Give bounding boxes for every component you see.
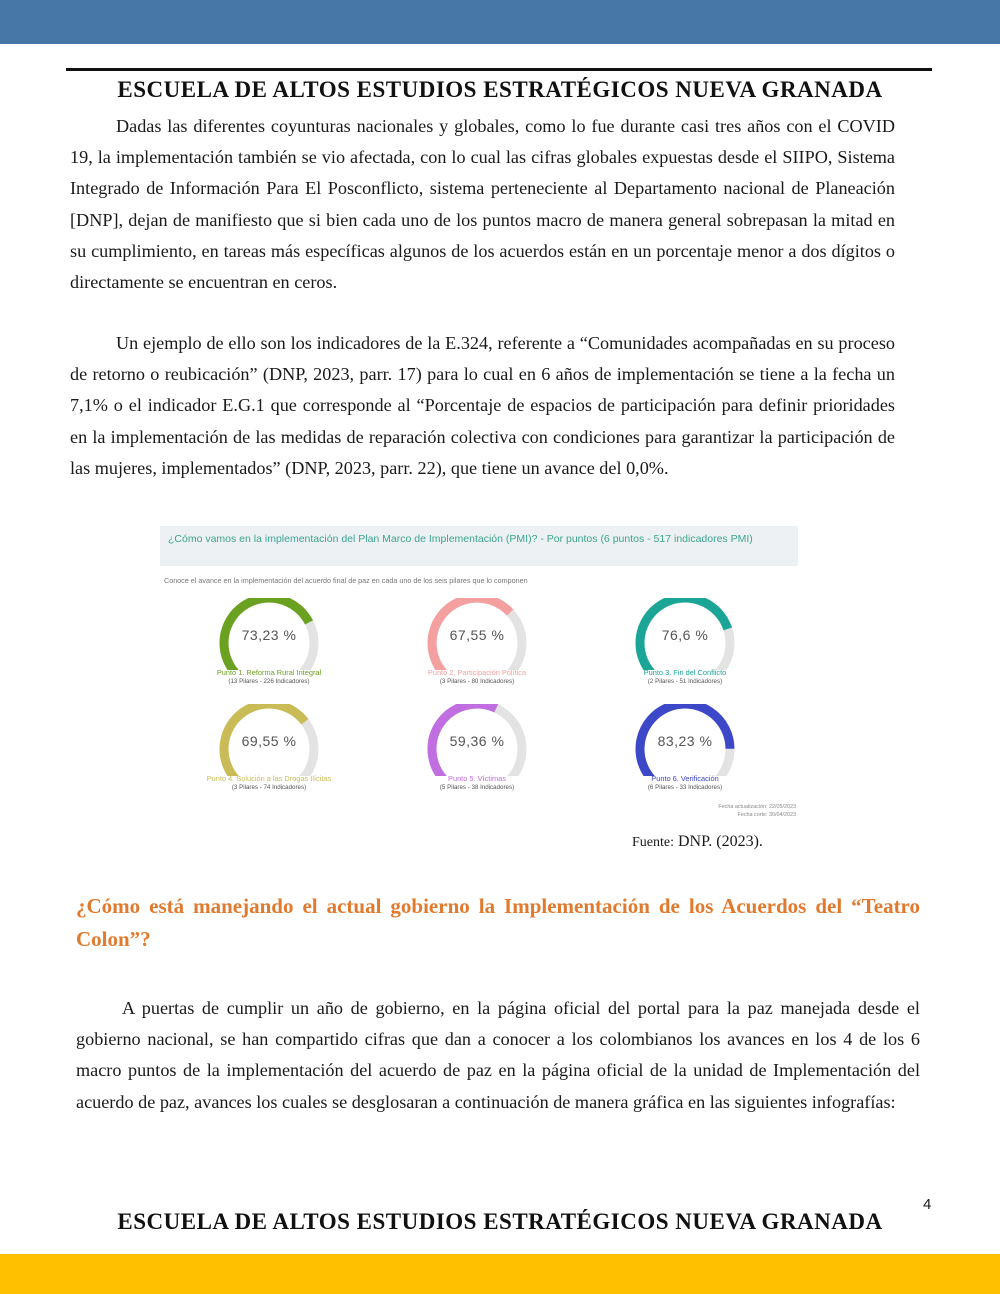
figure-subtitle: Conoce el avance en la implementación del acuerdo final de paz en cada uno de los seis pilares que lo componen	[164, 576, 528, 585]
gauge-value: 83,23 %	[657, 733, 713, 749]
gauge-punto-6	[610, 704, 760, 814]
gauge-detail: (13 Pilares - 226 Indicadores)	[228, 678, 310, 685]
gauge-value: 73,23 %	[241, 627, 297, 643]
source-label: Fuente:	[632, 835, 674, 850]
source-citation: DNP. (2023).	[678, 833, 763, 850]
gauge-detail: (3 Pilares - 74 Indicadores)	[231, 784, 307, 791]
gauge-punto-4	[194, 704, 344, 814]
gauge-detail: (6 Pilares - 33 Indicadores)	[647, 784, 723, 791]
gauge-value: 59,36 %	[449, 733, 505, 749]
gauge-label: Punto 3. Fin del Conflicto	[643, 668, 727, 677]
bottom-color-band	[0, 1254, 1000, 1294]
page-number: 4	[923, 1196, 932, 1213]
top-color-band	[0, 0, 1000, 44]
figure-cutoff-date: Fecha corte: 30/04/2023	[737, 812, 796, 818]
header-school-name: ESCUELA DE ALTOS ESTUDIOS ESTRATÉGICOS NUEVA GRANADA	[117, 77, 883, 102]
gauge-punto-2	[402, 598, 552, 708]
gauge-label: Punto 6. Verificación	[651, 774, 719, 783]
footer-school-name: ESCUELA DE ALTOS ESTUDIOS ESTRATÉGICOS NUEVA GRANADA	[117, 1209, 883, 1234]
pmi-dashboard-figure	[156, 522, 802, 824]
figure-update-date: Fecha actualización: 22/05/2023	[718, 804, 796, 810]
gauge-label: Punto 4. Solución a las Drogas Ilícitas	[206, 774, 332, 783]
figure-source	[632, 833, 763, 851]
paragraph-covid-impact: Dadas las diferentes coyunturas nacionales y globales, como lo fue durante casi tres años con el COVID 19, la implementación también se vio afectada, con lo cual las cifras globales expuestas desde el SIIPO, Sistema Integrado de Información Para El Posconflicto, sistema perteneciente al Departamento nacional de Planeación [DNP], dejan de manifiesto que si bien cada uno de los puntos macro de manera general sobrepasan la mitad en su cumplimiento, en tareas más específicas algunos de los acuerdos están en un porcentaje menor a dos dígitos o directamente se encuentran en ceros.	[70, 116, 895, 293]
gauge-value: 76,6 %	[661, 627, 709, 643]
header-rule	[66, 68, 932, 71]
gauge-punto-5	[402, 704, 552, 814]
gauge-punto-1	[194, 598, 344, 708]
figure-title: ¿Cómo vamos en la implementación del Plan Marco de Implementación (PMI)? - Por puntos (6 puntos - 517 indicadores PMI)	[160, 526, 798, 566]
gauge-label: Punto 5. Víctimas	[448, 774, 506, 783]
gauge-value: 67,55 %	[449, 627, 505, 643]
gauge-detail: (2 Pilares - 51 Indicadores)	[647, 678, 723, 685]
gauge-value: 69,55 %	[241, 733, 297, 749]
gauge-punto-3	[610, 598, 760, 708]
gauge-label: Punto 2. Participación Política	[427, 668, 527, 677]
paragraph-indicator-example: Un ejemplo de ello son los indicadores de la E.324, referente a “Comunidades acompañadas en su proceso de retorno o reubicación” (DNP, 2023, parr. 17) para lo cual en 6 años de implementación se tiene a la fecha un 7,1% o el indicador E.G.1 que corresponde al “Porcentaje de espacios de participación para definir prioridades en la implementación de las medidas de reparación colectiva con condiciones para garantizar la participación de las mujeres, implementados” (DNP, 2023, parr. 22), que tiene un avance del 0,0%.	[70, 333, 895, 478]
gauge-detail: (3 Pilares - 80 Indicadores)	[439, 678, 515, 685]
gauge-detail: (5 Pilares - 38 Indicadores)	[439, 784, 515, 791]
section-heading: ¿Cómo está manejando el actual gobierno la Implementación de los Acuerdos del “Teatro Colon”?	[76, 894, 920, 951]
paragraph-government-progress: A puertas de cumplir un año de gobierno, en la página oficial del portal para la paz manejada desde el gobierno nacional, se han compartido cifras que dan a conocer a los colombianos los avances en los 4 de los 6 macro puntos de la implementación del acuerdo de paz en la página oficial de la unidad de Implementación del acuerdo de paz, avances los cuales se desglosaran a continuación de manera gráfica en las siguientes infografías:	[76, 998, 920, 1112]
gauge-label: Punto 1. Reforma Rural Integral	[216, 668, 322, 677]
